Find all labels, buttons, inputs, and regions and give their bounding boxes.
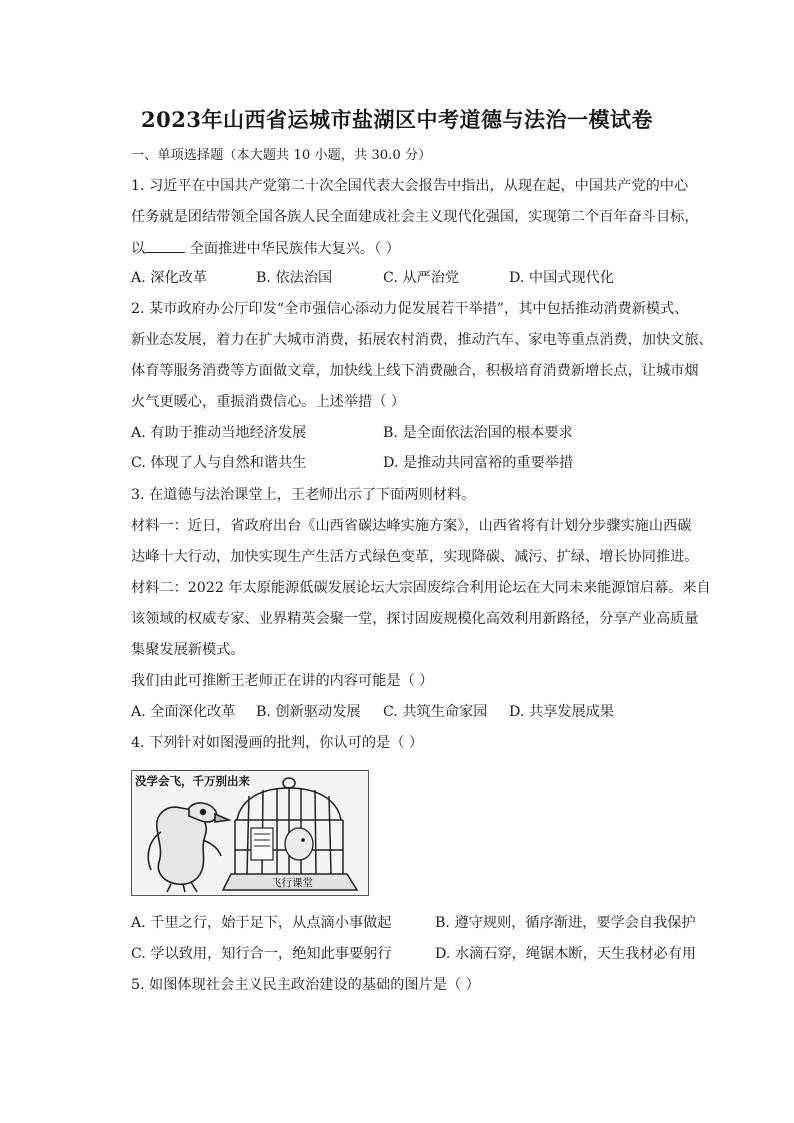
q1-option-d[interactable]: D. 中国式现代化 bbox=[509, 270, 615, 286]
q3-material-1-line-2: 达峰十大行动，加快实现生产生活方式绿色变革，实现降碳、减污、扩绿、增长协同推进。 bbox=[131, 549, 699, 565]
q3-option-a[interactable]: A. 全面深化改革 bbox=[131, 704, 236, 720]
q1-option-a[interactable]: A. 深化改革 bbox=[131, 270, 208, 286]
q1-line-3-suffix: 全面推进中华民族伟大复兴。（ ） bbox=[185, 241, 400, 257]
q4-option-d[interactable]: D. 水滴石穿，绳锯木断，天生我材必有用 bbox=[435, 946, 697, 962]
q2-line-1: 2. 某市政府办公厅印发“全市强信心添动力促发展若干举措”，其中包括推动消费新模式、 bbox=[131, 301, 689, 317]
q1-line-1: 1. 习近平在中国共产党第二十次全国代表大会报告中指出，从现在起，中国共产党的中心 bbox=[131, 178, 689, 194]
cartoon-sign: 飞行课堂 bbox=[271, 877, 313, 889]
cartoon-image bbox=[131, 770, 369, 896]
q3-option-d[interactable]: D. 共享发展成果 bbox=[509, 704, 615, 720]
q1-line-2: 任务就是团结带领全国各族人民全面建成社会主义现代化强国，实现第二个百年奋斗目标， bbox=[131, 209, 699, 225]
q1-line-3-prefix: 以 bbox=[131, 241, 146, 257]
q2-line-4: 火气更暖心，重振消费信心。上述举措（ ） bbox=[131, 394, 406, 410]
q4-line-1: 4. 下列针对如图漫画的批判，你认可的是（ ） bbox=[131, 735, 424, 751]
q1-option-b[interactable]: B. 依法治国 bbox=[256, 270, 333, 286]
q4-option-c[interactable]: C. 学以致用，知行合一，绝知此事要躬行 bbox=[131, 946, 392, 962]
q2-option-b[interactable]: B. 是全面依法治国的根本要求 bbox=[383, 425, 573, 441]
q3-material-2-line-1: 材料二：2022 年太原能源低碳发展论坛大宗固废综合利用论坛在大同未来能源馆启幕。来自 bbox=[131, 580, 711, 596]
q3-option-b[interactable]: B. 创新驱动发展 bbox=[256, 704, 361, 720]
q2-option-a[interactable]: A. 有助于推动当地经济发展 bbox=[131, 425, 307, 441]
q2-option-d[interactable]: D. 是推动共同富裕的重要举措 bbox=[383, 455, 574, 471]
cartoon-caption: 没学会飞，千万别出来 bbox=[135, 774, 250, 788]
q5-line-1: 5. 如图体现社会主义民主政治建设的基础的图片是（ ） bbox=[131, 977, 480, 993]
q3-option-c[interactable]: C. 共筑生命家园 bbox=[383, 704, 488, 720]
q3-material-2-line-2: 该领域的权威专家、业界精英会聚一堂，探讨固废规模化高效利用新路径，分享产业高质量 bbox=[131, 611, 699, 627]
q2-option-c[interactable]: C. 体现了人与自然和谐共生 bbox=[131, 455, 307, 471]
section-heading: 一、单项选择题（本大题共 10 小题，共 30.0 分） bbox=[131, 148, 432, 163]
q4-option-a[interactable]: A. 千里之行，始于足下，从点滴小事做起 bbox=[131, 915, 392, 931]
exam-title: 2023年山西省运城市盐湖区中考道德与法治一模试卷 bbox=[141, 107, 653, 132]
q3-question: 我们由此可推断王老师正在讲的内容可能是（ ） bbox=[131, 673, 434, 689]
q2-line-2: 新业态发展，着力在扩大城市消费，拓展农村消费，推动汽车、家电等重点消费，加快文旅、 bbox=[131, 332, 713, 348]
q2-line-3: 体育等服务消费等方面做文章，加快线上线下消费融合，积极培育消费新增长点，让城市烟 bbox=[131, 363, 699, 379]
q3-line-1: 3. 在道德与法治课堂上，王老师出示了下面两则材料。 bbox=[131, 487, 476, 503]
q1-option-c[interactable]: C. 从严治党 bbox=[383, 270, 460, 286]
q3-material-1-line-1: 材料一：近日，省政府出台《山西省碳达峰实施方案》，山西省将有计划分步骤实施山西碳 bbox=[131, 518, 692, 534]
q4-option-b[interactable]: B. 遵守规则，循序渐进，要学会自我保护 bbox=[435, 915, 696, 931]
answer-blank bbox=[145, 238, 185, 253]
q1-line-3 bbox=[131, 238, 400, 259]
q3-material-2-line-3: 集聚发展新模式。 bbox=[131, 642, 245, 658]
